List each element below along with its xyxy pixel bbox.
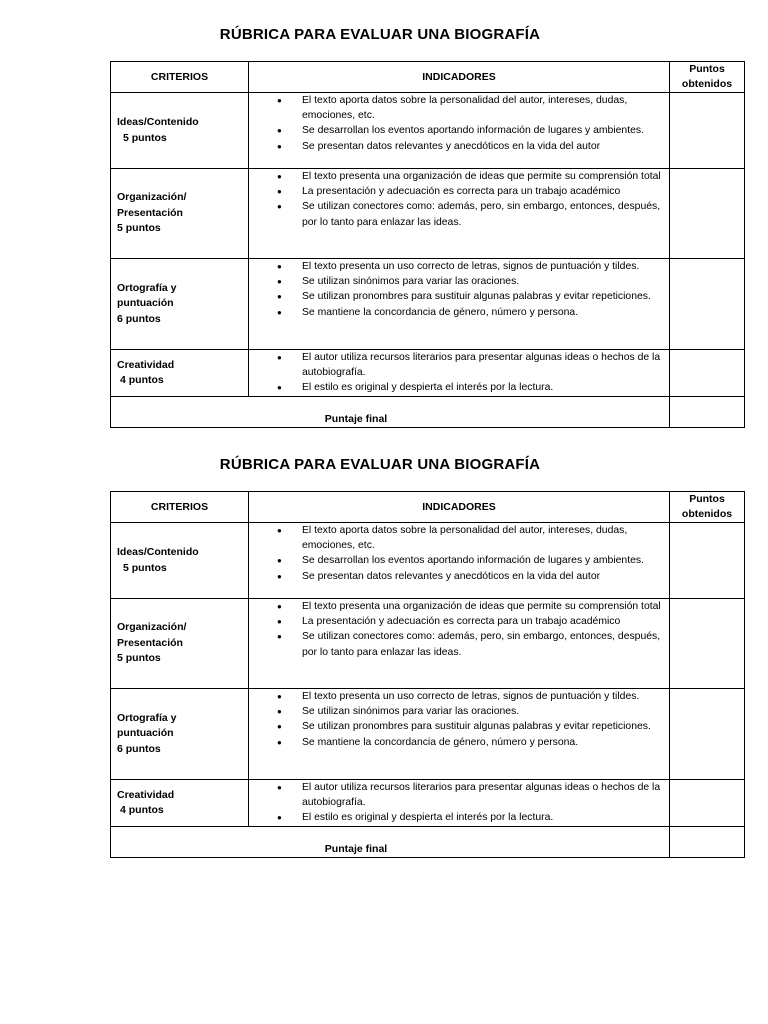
indicators-cell [249,259,670,350]
criterion-cell: Creatividad 4 puntos [111,350,249,397]
table-row [111,599,745,689]
table-row [111,169,745,259]
rubric-title: RÚBRICA PARA EVALUAR UNA BIOGRAFÍA [219,26,541,43]
header-puntos: Puntos obtenidos [670,62,745,93]
criterion-cell: Ortografía y puntuación 6 puntos [111,259,249,350]
header-puntos: Puntos obtenidos [670,492,745,523]
score-cell[interactable] [670,350,745,397]
list-item: ● Se utilizan pronombres para sustituir algunas palabras y evitar repeticiones. [277,291,651,303]
criterion-cell: Organización/ Presentación 5 puntos [111,599,249,689]
list-item: ● El texto presenta una organización de ideas que permite su comprensión total [277,601,661,612]
list-item: ● Se mantiene la concordancia de género, número y persona. [277,306,579,318]
final-score-row [111,397,745,428]
score-cell[interactable] [670,689,745,780]
list-item: ● Se presentan datos relevantes y anecdóticos en la vida del autor [277,140,601,152]
score-cell[interactable] [670,780,745,827]
criterion-cell: Ortografía y puntuación 6 puntos [111,689,249,780]
score-cell[interactable] [670,523,745,599]
list-item: ● El texto presenta un uso correcto de letras, signos de puntuación y tildes. [277,261,640,272]
list-item: ● La presentación y adecuación es correcta para un trabajo académico [277,616,621,628]
final-score-cell[interactable] [670,827,745,858]
header-indicadores: INDICADORES [249,62,670,93]
list-item: ● El texto presenta una organización de ideas que permite su comprensión total [277,171,661,182]
indicators-cell [249,599,670,689]
list-item: ● Se presentan datos relevantes y anecdóticos en la vida del autor [277,570,601,582]
list-item: ● El autor utiliza recursos literarios para presentar algunas ideas o hechos de la autobiografía. [277,352,661,379]
header-criterios: CRITERIOS [111,492,249,523]
table-header-row [111,62,745,93]
rubric-table [110,61,745,428]
score-cell[interactable] [670,169,745,259]
table-row [111,523,745,599]
table-row [111,689,745,780]
list-item: ● Se desarrollan los eventos aportando información de lugares y ambientes. [277,555,644,567]
score-cell[interactable] [670,259,745,350]
list-item: ● El estilo es original y despierta el interés por la lectura. [277,382,554,394]
table-row [111,93,745,169]
table-row [111,259,745,350]
table-row [111,780,745,827]
final-score-cell[interactable] [670,397,745,428]
list-item: ● La presentación y adecuación es correcta para un trabajo académico [277,186,621,198]
list-item: ● El estilo es original y despierta el interés por la lectura. [277,812,554,824]
header-criterios: CRITERIOS [111,62,249,93]
list-item: ● Se utilizan conectores como: además, pero, sin embargo, entonces, después, por lo tanto para enlazar las ideas. [277,201,661,228]
criterion-cell: Organización/ Presentación 5 puntos [111,169,249,259]
table-row [111,350,745,397]
header-indicadores: INDICADORES [249,492,670,523]
rubric-table [110,491,745,858]
score-cell[interactable] [670,599,745,689]
list-item: ● Se utilizan conectores como: además, pero, sin embargo, entonces, después, por lo tanto para enlazar las ideas. [277,631,661,658]
list-item: ● Se desarrollan los eventos aportando información de lugares y ambientes. [277,125,644,137]
list-item: ● Se utilizan pronombres para sustituir algunas palabras y evitar repeticiones. [277,721,651,733]
indicators-cell [249,93,670,169]
indicators-cell [249,350,670,397]
indicators-cell [249,523,670,599]
final-score-row [111,827,745,858]
final-score-label: Puntaje final [111,827,670,858]
list-item: ● Se utilizan sinónimos para variar las oraciones. [277,276,520,288]
indicators-cell [249,169,670,259]
final-score-label: Puntaje final [111,397,670,428]
criterion-cell: Ideas/Contenido 5 puntos [111,523,249,599]
list-item: ● El texto presenta un uso correcto de letras, signos de puntuación y tildes. [277,691,640,702]
list-item: ● El texto aporta datos sobre la personalidad del autor, intereses, dudas, emociones, etc. [277,95,628,122]
list-item: ● El texto aporta datos sobre la personalidad del autor, intereses, dudas, emociones, etc. [277,525,628,552]
table-header-row [111,492,745,523]
criterion-cell: Ideas/Contenido 5 puntos [111,93,249,169]
list-item: ● Se utilizan sinónimos para variar las oraciones. [277,706,520,718]
indicators-cell [249,780,670,827]
criterion-cell: Creatividad 4 puntos [111,780,249,827]
rubric-title: RÚBRICA PARA EVALUAR UNA BIOGRAFÍA [219,456,541,473]
list-item: ● El autor utiliza recursos literarios para presentar algunas ideas o hechos de la autobiografía. [277,782,661,809]
indicators-cell [249,689,670,780]
list-item: ● Se mantiene la concordancia de género, número y persona. [277,736,579,748]
score-cell[interactable] [670,93,745,169]
